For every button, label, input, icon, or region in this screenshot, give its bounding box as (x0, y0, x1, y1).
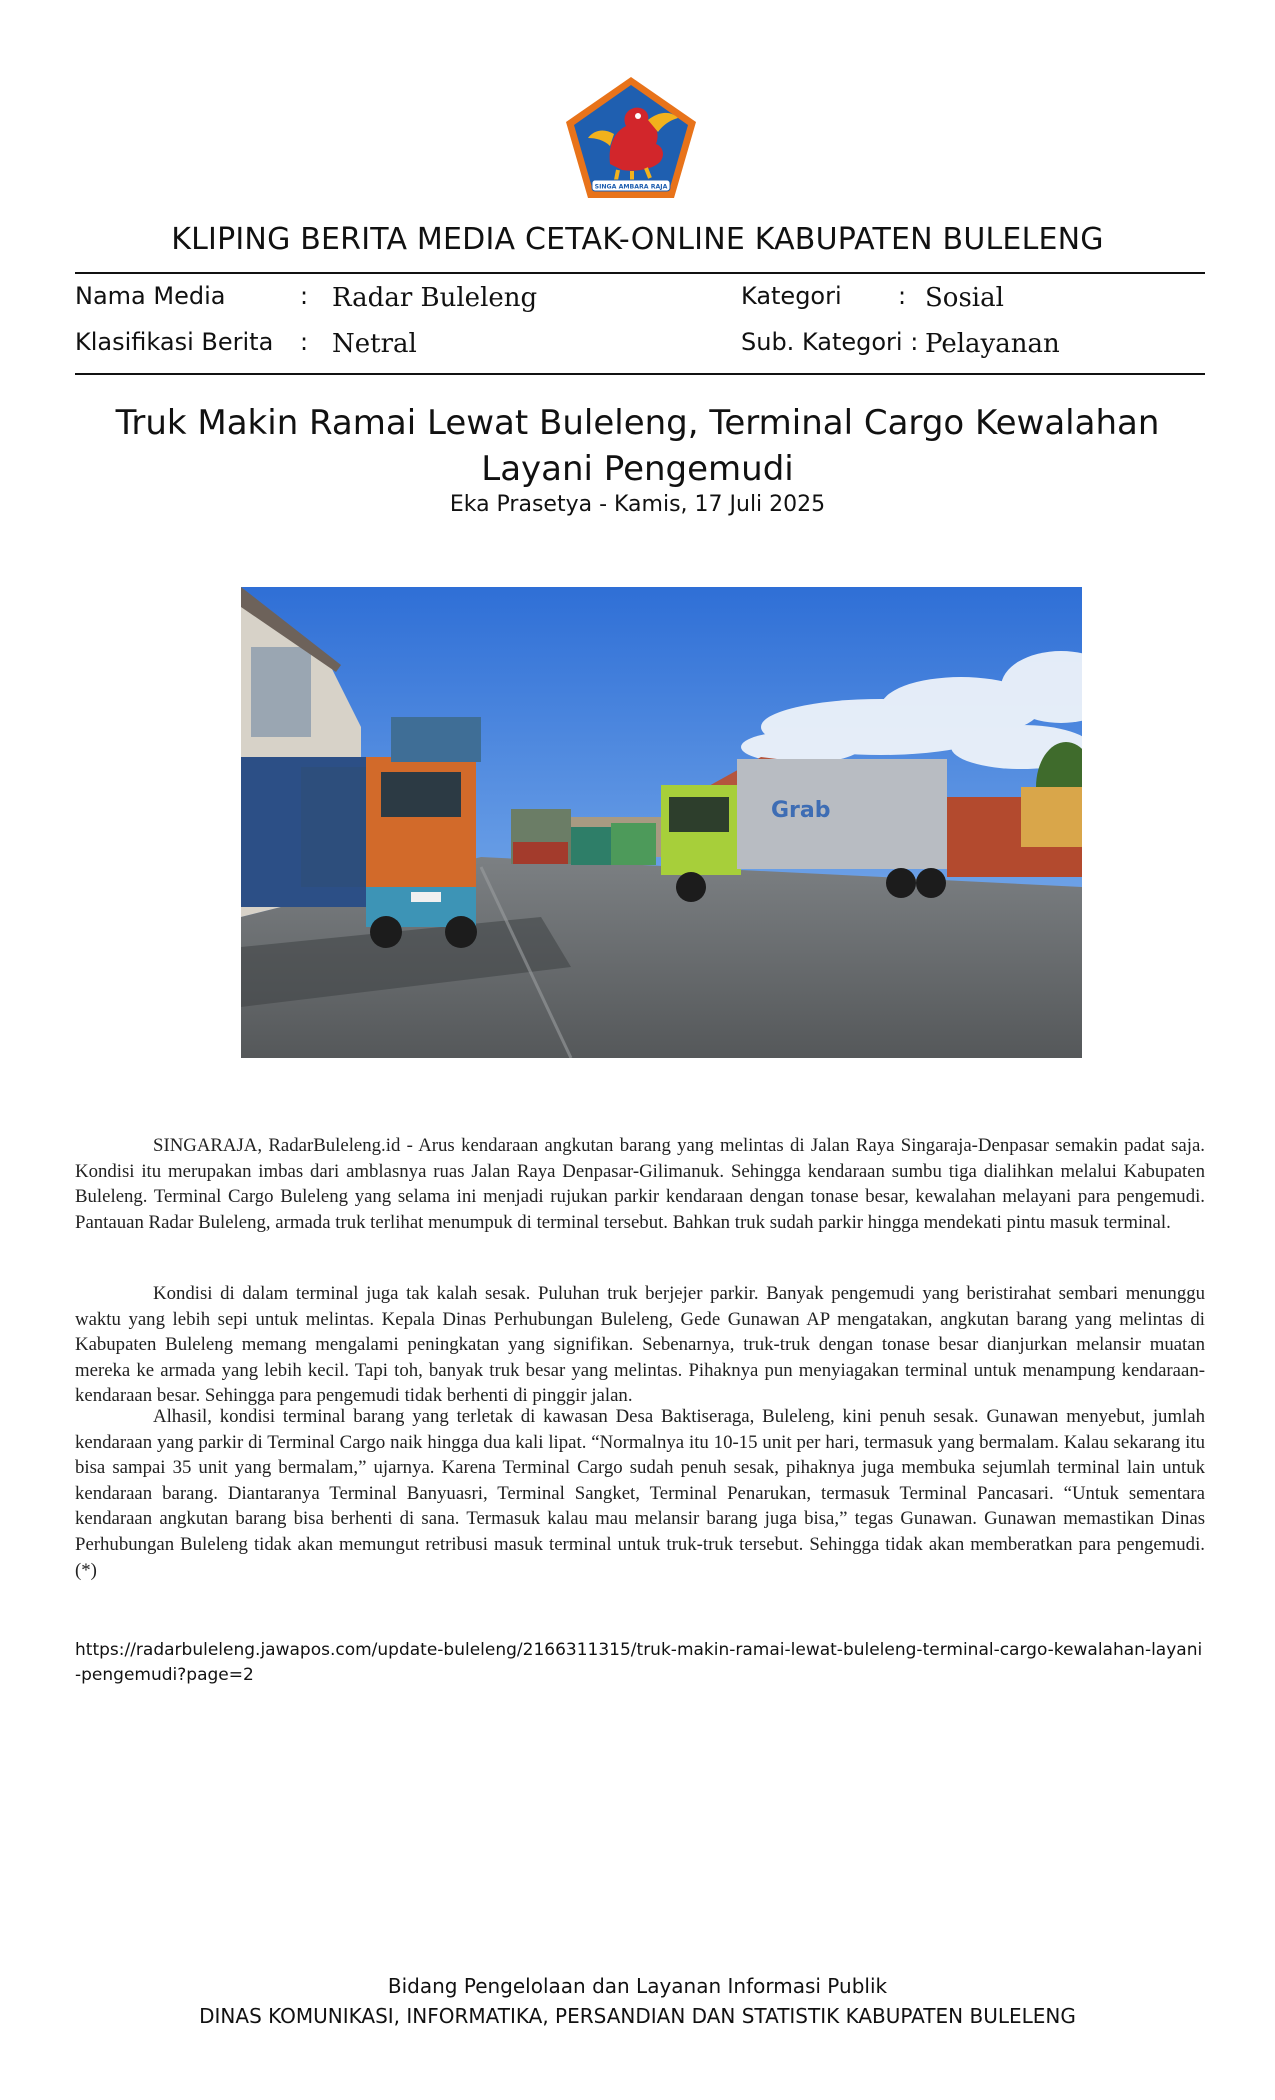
article-paragraph-3: Alhasil, kondisi terminal barang yang terletak di kawasan Desa Baktiseraga, Buleleng, kini penuh sesak. Gunawan menyebut, jumlah kendaraan yang parkir di Terminal Cargo naik hingga dua kali lipat. “Normalnya itu 10-15 unit per hari, termasuk yang bermalam. Kalau sekarang itu bisa sampai 35 unit yang bermalam,” ujarnya. Karena Terminal Cargo sudah penuh sesak, pihaknya juga membuka sejumlah terminal lain untuk kendaraan barang. Diantaranya Terminal Banyuasri, Terminal Sangket, Terminal Penarukan, termasuk Terminal Pancasari. “Untuk sementara kendaraan angkutan barang bisa berhenti di sana. Termasuk kalau mau melansir barang juga bisa,” tegas Gunawan. Gunawan memastikan Dinas Perhubungan Buleleng tidak akan memungut retribusi masuk terminal untuk truk-truk tersebut. Sehingga tidak akan memberatkan para pengemudi. (*) (75, 1406, 1205, 1581)
buleleng-emblem-logo (562, 74, 700, 202)
logo-banner-text: SINGA AMBARA RAJA (594, 183, 668, 191)
article-paragraph-2: Kondisi di dalam terminal juga tak kalah sesak. Puluhan truk berjejer parkir. Banyak pengemudi yang beristirahat sembari menunggu waktu yang lebih sepi untuk melintas. Kepala Dinas Perhubungan Buleleng, Gede Gunawan AP mengatakan, angkutan barang yang melintas di Kabupaten Buleleng memang mengalami peningkatan yang signifikan. Sebenarnya, truk-truk dengan tonase besar dianjurkan melansir muatan mereka ke armada yang lebih kecil. Tapi toh, banyak truk besar yang melintas. Pihaknya pun menyiagakan terminal untuk menampung kendaraan-kendaraan besar. Sehingga para pengemudi tidak berhenti di pinggir jalan. (75, 1283, 1205, 1407)
klasifikasi-value: Netral (332, 329, 417, 359)
media-colon: : (300, 282, 309, 310)
subkategori-label: Sub. Kategori : (741, 328, 919, 356)
media-label: Nama Media (75, 282, 226, 310)
kategori-value: Sosial (925, 283, 1004, 313)
header-title: KLIPING BERITA MEDIA CETAK-ONLINE KABUPATEN BULELENG (171, 222, 1104, 257)
source-url-link[interactable]: https://radarbuleleng.jawapos.com/update-buleleng/2166311315/truk-makin-ramai-lewat-buleleng-terminal-cargo-kewalahan-layani-pengemudi?page=2 (75, 1640, 1203, 1685)
klasifikasi-colon: : (300, 328, 309, 356)
footer-division: Bidang Pengelolaan dan Layanan Informasi Publik (387, 1974, 888, 1998)
klasifikasi-label: Klasifikasi Berita (75, 328, 274, 356)
article-photo (241, 587, 1082, 1058)
header-bottom-rule (75, 373, 1205, 375)
truck-side-label: Grab (771, 798, 831, 823)
article-title: Truk Makin Ramai Lewat Buleleng, Terminal Cargo Kewalahan Layani Pengemudi (115, 403, 1160, 489)
kategori-label: Kategori (741, 282, 842, 310)
media-value: Radar Buleleng (332, 283, 538, 313)
kategori-colon: : (898, 282, 907, 310)
article-byline: Eka Prasetya - Kamis, 17 Juli 2025 (449, 492, 826, 517)
subkategori-value: Pelayanan (925, 329, 1060, 359)
article-paragraph-1: SINGARAJA, RadarBuleleng.id - Arus kendaraan angkutan barang yang melintas di Jalan Raya Singaraja-Denpasar semakin padat saja. Kondisi itu merupakan imbas dari amblasnya ruas Jalan Raya Denpasar-Gilimanuk. Sehingga kendaraan sumbu tiga dialihkan melalui Kabupaten Buleleng. Terminal Cargo Buleleng yang selama ini menjadi rujukan parkir kendaraan dengan tonase besar, kewalahan melayani para pengemudi. Pantauan Radar Buleleng, armada truk terlihat menumpuk di terminal tersebut. Bahkan truk sudah parkir hingga mendekati pintu masuk terminal. (75, 1135, 1205, 1233)
header-top-rule (75, 272, 1205, 274)
footer-agency: DINAS KOMUNIKASI, INFORMATIKA, PERSANDIAN DAN STATISTIK KABUPATEN BULELENG (199, 2004, 1076, 2028)
